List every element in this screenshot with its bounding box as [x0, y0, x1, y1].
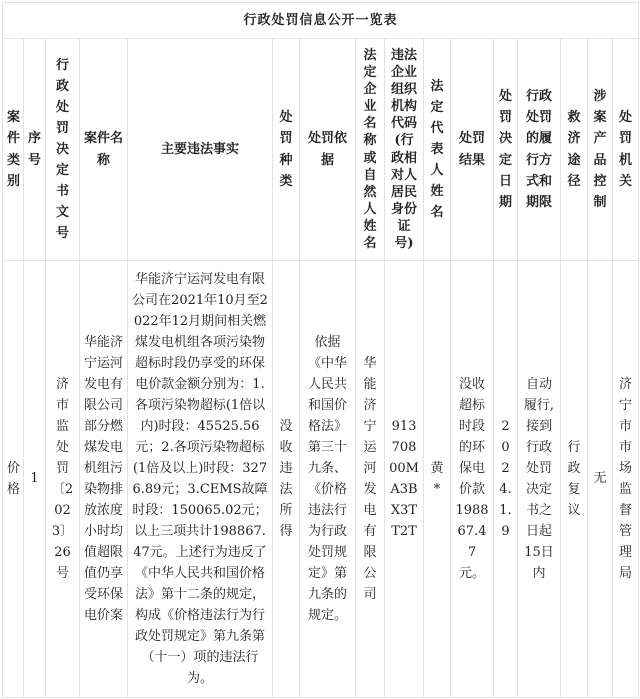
cell-product-control: 无: [588, 261, 613, 698]
page-title: 行政处罚信息公开一览表: [3, 3, 639, 39]
cell-case-name: 华能济宁运河发电有限公司部分燃煤发电机组污染物排放浓度小时均值超限值仍享受环保电价案: [80, 261, 128, 698]
cell-penalty-authority: 济宁市市场监督管理局: [613, 261, 639, 698]
cell-main-illegal-facts: 华能济宁运河发电有限公司在2021年10月至2022年12月期间相关燃煤发电机组各项污染物超标时段仍享受的环保电价款金额分别为：1.各项污染物超标(1倍以内)时段：45525.56元；2.各项污染物超标(1倍及以上)时段：3276.89元；3.CEMS故障时段：150065.02元；以上三项共计198867.47元。上述行为违反了《中华人民共和国价格法》第十二条的规定，构成《价格违法行为行政处罚规定》第九条第（十一）项的违法行为。: [128, 261, 273, 698]
header-decision-doc-number: 行政处罚决定书文号: [46, 39, 80, 261]
cell-case-category: 价格: [3, 261, 24, 698]
table-row: [3, 261, 639, 698]
header-case-name: 案件名称: [80, 39, 128, 261]
header-penalty-result: 处罚结果: [451, 39, 494, 261]
cell-penalty-type: 没收违法所得: [273, 261, 300, 698]
header-relief-channel: 救济途径: [561, 39, 588, 261]
header-org-code: 违法企业组织机构代码(行政相对人居民身份证号): [385, 39, 424, 261]
header-legal-entity-name: 法定企业名称或自然人姓名: [356, 39, 385, 261]
cell-penalty-result: 没收超标时段的环保电价款198867.47元。: [451, 261, 494, 698]
header-main-illegal-facts: 主要违法事实: [128, 39, 273, 261]
header-penalty-basis: 处罚依据: [300, 39, 356, 261]
header-decision-date: 处罚决定日期: [494, 39, 518, 261]
header-product-control: 涉案产品控制: [588, 39, 613, 261]
header-serial-number: 序号: [24, 39, 46, 261]
header-fulfillment-method: 行政处罚的履行方式和期限: [518, 39, 561, 261]
header-legal-rep-name: 法定代表人姓名: [424, 39, 451, 261]
header-penalty-authority: 处罚机关: [613, 39, 639, 261]
cell-decision-doc-number: 济市监处罚〔2023〕26号: [46, 261, 80, 698]
cell-decision-date: 2024.1.9: [494, 261, 518, 698]
cell-relief-channel: 行政复议: [561, 261, 588, 698]
cell-penalty-basis: 依据《中华人民共和国价格法》第三十九条、《价格违法行为行政处罚规定》第九条的规定。: [300, 261, 356, 698]
cell-legal-entity-name: 华能济宁运河发电有限公司: [356, 261, 385, 698]
table-header-row: [3, 39, 639, 261]
cell-legal-rep-name: 黄*: [424, 261, 451, 698]
header-penalty-type: 处罚种类: [273, 39, 300, 261]
penalty-disclosure-table: [2, 2, 639, 698]
header-case-category: 案件类别: [3, 39, 24, 261]
cell-fulfillment-method: 自动履行,接到行政处罚决定书之日起15日内: [518, 261, 561, 698]
title-row: [3, 3, 639, 39]
cell-org-code: 91370800MA3BX3TT2T: [385, 261, 424, 698]
cell-serial-number: 1: [24, 261, 46, 698]
